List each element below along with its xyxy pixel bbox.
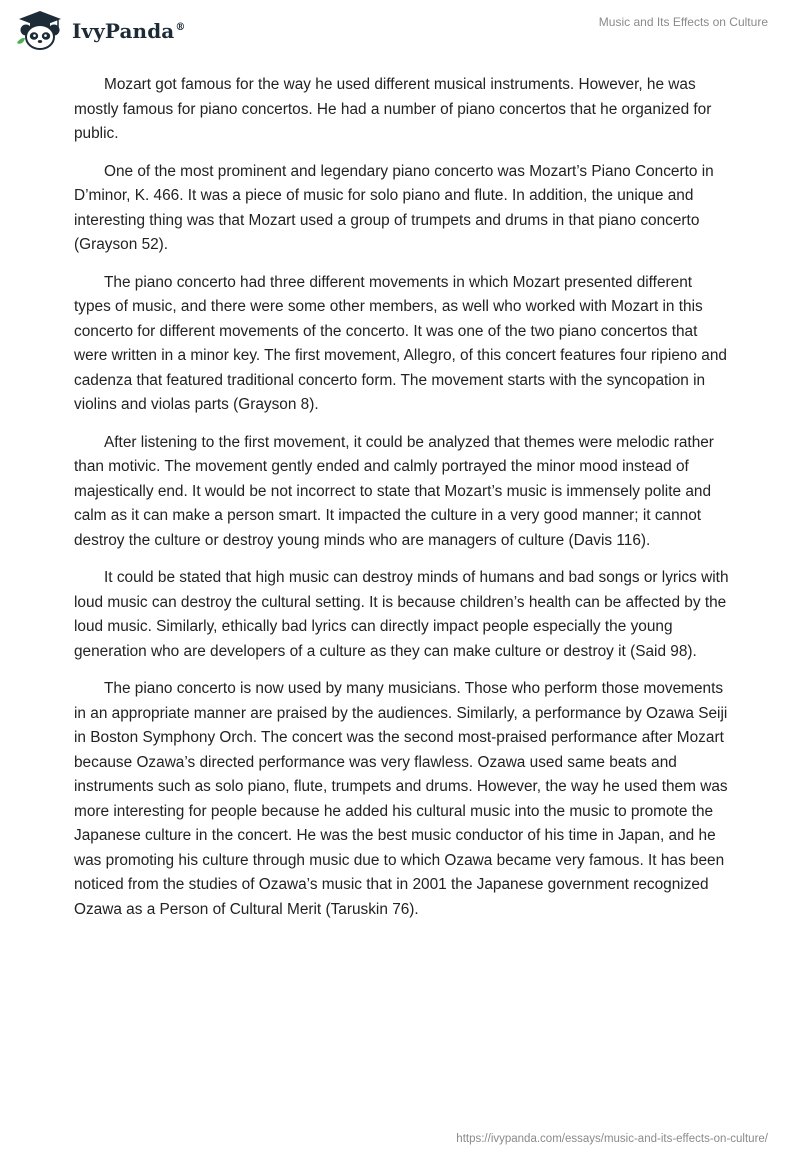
source-url-link[interactable]: https://ivypanda.com/essays/music-and-its-effects-on-culture/ bbox=[456, 1133, 768, 1145]
paragraph: One of the most prominent and legendary piano concerto was Mozart’s Piano Concerto in D’minor, K. 466. It was a piece of music for solo piano and flute. In addition, the unique and interesting thing was that Mozart used a group of trumpets and drums in that piano concerto (Grayson 52). bbox=[74, 162, 714, 253]
registered-mark: ® bbox=[175, 22, 186, 34]
brand-name: IvyPanda® bbox=[72, 19, 186, 43]
document-title: Music and Its Effects on Culture bbox=[598, 15, 768, 29]
ivypanda-logo[interactable] bbox=[14, 10, 185, 50]
essay-body bbox=[74, 73, 730, 935]
panda-graduate-icon bbox=[14, 10, 66, 50]
paragraph: The piano concerto had three different movements in which Mozart presented different types of music, and there were some other members, as well who worked with Mozart in this concerto for different movements of the concerto. It was one of the two piano concertos that were written in a minor key. The first movement, Allegro, of this concert features four ripieno and cadenza that featured traditional concerto form. The movement starts with the syncopation in violins and violas parts (Grayson 8). bbox=[74, 273, 727, 413]
paragraph: Mozart got famous for the way he used different musical instruments. However, he was mostly famous for piano concertos. He had a number of piano concertos that he organized for public. bbox=[74, 76, 712, 142]
paragraph: The piano concerto is now used by many musicians. Those who perform those movements in an appropriate manner are praised by the audiences. Similarly, a performance by Ozawa Seiji in Boston Symphony Orch. The concert was the second most-praised performance after Mozart because Ozawa’s directed performance was very flawless. Ozawa used same beats and instruments such as solo piano, flute, trumpets and drums. However, the way he used them was more interesting for people because he added his cultural music into the music to promote the Japanese culture in the concert. He was the best music conductor of his time in Japan, and he was promoting his culture through music due to which Ozawa became very famous. It has been noticed from the studies of Ozawa’s music that in 2001 the Japanese government recognized Ozawa as a Person of Cultural Merit (Taruskin 76). bbox=[74, 680, 728, 918]
paragraph: It could be stated that high music can destroy minds of humans and bad songs or lyrics with loud music can destroy the cultural setting. It is because children’s health can be affected by the loud music. Similarly, ethically bad lyrics can directly impact people especially the young generation who are developers of a culture as they can make culture or destroy it (Said 98). bbox=[74, 569, 729, 660]
page-header bbox=[0, 0, 800, 60]
paragraph: After listening to the first movement, it could be analyzed that themes were melodic rather than motivic. The movement gently ended and calmly portrayed the minor mood instead of majestically end. It would be not incorrect to state that Mozart’s music is immensely polite and calm as it can make a person smart. It impacted the culture in a very good manner; it cannot destroy the culture or destroy young minds who are managers of culture (Davis 116). bbox=[74, 433, 714, 549]
